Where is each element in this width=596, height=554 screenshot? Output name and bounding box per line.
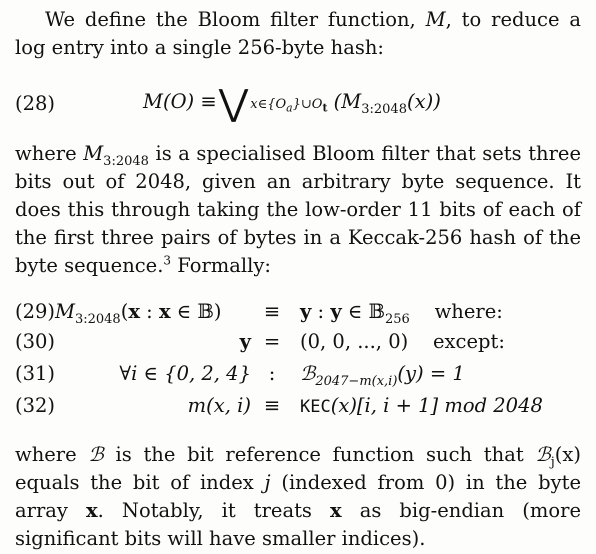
eq28-subscript xyxy=(250,97,328,115)
eq28-subscript-rest: }∪O xyxy=(292,97,323,112)
eq28-rhs-open: (M xyxy=(333,90,362,113)
equation-number-30: (30) xyxy=(15,330,56,353)
def-text-2: is a specialised Bloom filter that sets three bits out of 2048, given an arbitrary byte sequence. It does this through taking the low-order 11 bits of each of the first three pairs of bytes in a Keccak-256 hash of the byte sequence. xyxy=(15,142,581,277)
eq29-open: ( xyxy=(120,300,129,323)
eq29-colon2: : xyxy=(311,300,331,323)
eq32-tail: (x)[i, i + 1] mod 2048 xyxy=(330,394,543,417)
ref-symbol-j: j xyxy=(550,454,555,470)
eq29-lhs xyxy=(55,300,222,327)
equation-number-29: (29) xyxy=(15,300,56,323)
eq31-tail: (y) = 1 xyxy=(397,362,465,385)
definition-paragraph xyxy=(15,140,581,280)
symbol-M: M xyxy=(425,8,446,31)
eq30-relation: = xyxy=(263,330,281,353)
eq29-y2: y xyxy=(330,300,342,323)
eq28-subscript-part: x∈{O xyxy=(250,97,287,112)
equation-number-32: (32) xyxy=(15,394,56,417)
big-or-operator: ⋁ xyxy=(218,83,249,124)
equation-28 xyxy=(15,82,581,126)
intro-text-1: We define the Bloom filter function, xyxy=(45,8,426,31)
equation-28-body xyxy=(143,83,441,124)
eq29-colon: : xyxy=(139,300,159,323)
eq28-rhs-sub: 3:2048 xyxy=(361,101,407,117)
equation-number-31: (31) xyxy=(15,362,56,385)
ref-text-5: . Notably, it treats xyxy=(97,499,330,522)
equation-29 xyxy=(15,300,581,328)
eq29-x: x xyxy=(128,300,140,323)
eq31-B-sub: 2047−m(x,i) xyxy=(315,373,398,389)
bit-reference-paragraph xyxy=(15,441,581,553)
eq32-kec: KEC xyxy=(300,397,331,417)
ref-symbol-x: x xyxy=(86,499,98,522)
eq29-x2: x xyxy=(158,300,171,323)
eq30-rhs: (0, 0, ..., 0) except: xyxy=(300,330,505,353)
intro-text-2: , to reduce a log entry into a single 256-byte hash: xyxy=(15,8,581,59)
eq29-M: M xyxy=(55,300,75,323)
ref-text-2: is the bit reference function such that xyxy=(103,443,536,466)
eq32-rhs xyxy=(300,394,543,417)
eq28-subscript-a: a xyxy=(286,101,293,115)
eq32-relation: ≡ xyxy=(263,394,281,417)
equation-32 xyxy=(15,394,581,422)
footnote-marker[interactable]: 3 xyxy=(163,253,172,268)
ref-text-1: where xyxy=(15,443,89,466)
ref-symbol-B: ℬ xyxy=(88,443,104,466)
intro-paragraph xyxy=(15,6,581,62)
eq29-B-sub: 256 xyxy=(384,311,410,327)
eq29-in2: ∈ 𝔹 xyxy=(341,300,385,323)
def-symbol-sub: 3:2048 xyxy=(103,153,149,169)
def-symbol-M: M xyxy=(83,142,104,165)
ref-symbol-Bj: ℬ xyxy=(535,443,551,466)
equation-31 xyxy=(15,362,581,390)
ref-text-3: (x) equals the bit of index xyxy=(15,443,581,494)
equation-number-28: (28) xyxy=(15,92,56,115)
eq28-lhs: M(O) ≡ xyxy=(143,90,217,113)
ref-text-4: (indexed from 0) in the byte array xyxy=(15,471,581,522)
def-text-1: where xyxy=(15,142,84,165)
eq28-subscript-t: t xyxy=(322,101,328,115)
eq29-where: where: xyxy=(409,300,503,323)
eq30-lhs: y xyxy=(239,330,251,353)
eq29-rhs xyxy=(300,300,503,327)
equation-30 xyxy=(15,330,581,358)
eq31-rhs xyxy=(300,362,465,389)
eq31-B: ℬ xyxy=(300,362,316,385)
ref-text-6: as big-endian (more significant bits will have smaller indices). xyxy=(15,499,581,550)
eq29-M-sub: 3:2048 xyxy=(74,311,121,327)
ref-symbol-jj: j xyxy=(264,471,271,494)
eq29-in: ∈ 𝔹) xyxy=(170,300,222,323)
eq29-y: y xyxy=(300,300,312,323)
eq29-relation: ≡ xyxy=(263,300,281,323)
def-text-3: Formally: xyxy=(171,254,271,277)
eq32-lhs: m(x, i) xyxy=(187,394,251,417)
eq31-lhs: ∀i ∈ {0, 2, 4} xyxy=(119,362,251,385)
eq31-relation: : xyxy=(268,362,276,385)
eq28-rhs-close: (x)) xyxy=(406,90,441,113)
ref-symbol-x2: x xyxy=(330,499,342,522)
